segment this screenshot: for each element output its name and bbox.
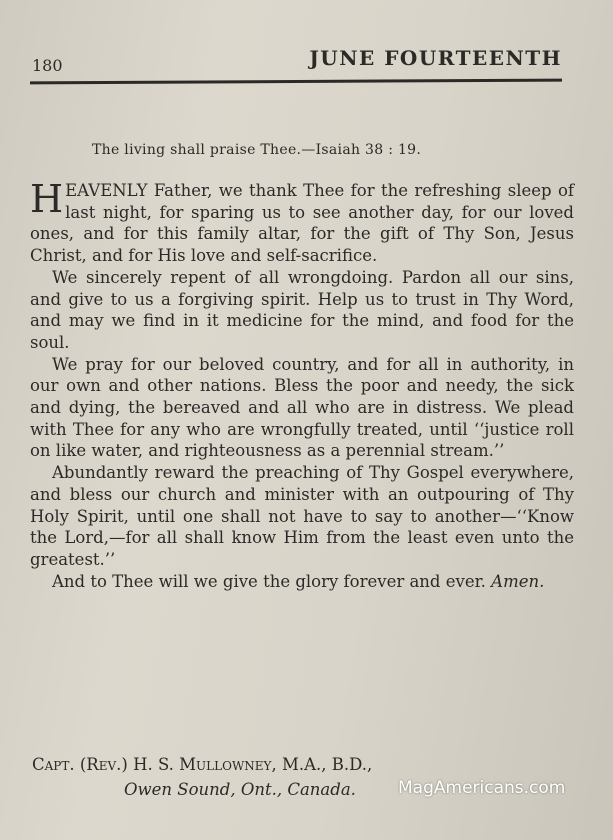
author-name: Capt. (Rev.) H. S. Mullowney, M.A., B.D., [32,755,373,774]
paragraph-text: EAVENLY Father, we thank Thee for the refreshing sleep of last night, for sparing us to see another day, for our loved ones, and for this family altar, for the gift of Thy Son, Jesus Christ, and for His love and self-sacrifice. [30,181,574,266]
running-title: JUNE FOURTEENTH [309,46,562,70]
prayer-paragraph: We sincerely repent of all wrongdoing. Pardon all our sins, and give to us a forgiving spirit. Help us to trust in Thy Word, and may we find in it medicine for the mind, and food for the soul. [30,267,574,352]
prayer-paragraph: We pray for our beloved country, and for all in authority, in our own and other nations. Bless the poor and needy, the sick and dying, the bereaved and all who are in distress. We plead with Thee for any who are wrongfully treated, until ‘‘justice roll on like water, and righteousness as a perennial stream.’’ [30,354,574,461]
prayer-paragraph [30,177,574,267]
attribution [32,752,372,802]
author-location: Owen Sound, Ont., Canada. [124,780,356,799]
drop-cap: H [30,177,64,221]
prayer-paragraph: Abundantly reward the preaching of Thy Gospel everywhere, and bless our church and minister with an outpouring of Thy Holy Spirit, until one shall not have to say to another—‘‘Know the Lord,—for all shall know Him from the least even unto the greatest.’’ [30,463,574,569]
page-number: 180 [32,56,63,75]
watermark: MagAmericans.com [398,778,566,798]
page-header [30,44,562,84]
prayer-paragraph [30,571,574,593]
scripture-epigraph: The living shall praise Thee.—Isaiah 38 : 19. [92,142,422,158]
paragraph-text: And to Thee will we give the glory forever and ever. [52,571,486,591]
amen: Amen. [491,571,545,591]
prayer-body [30,177,574,592]
